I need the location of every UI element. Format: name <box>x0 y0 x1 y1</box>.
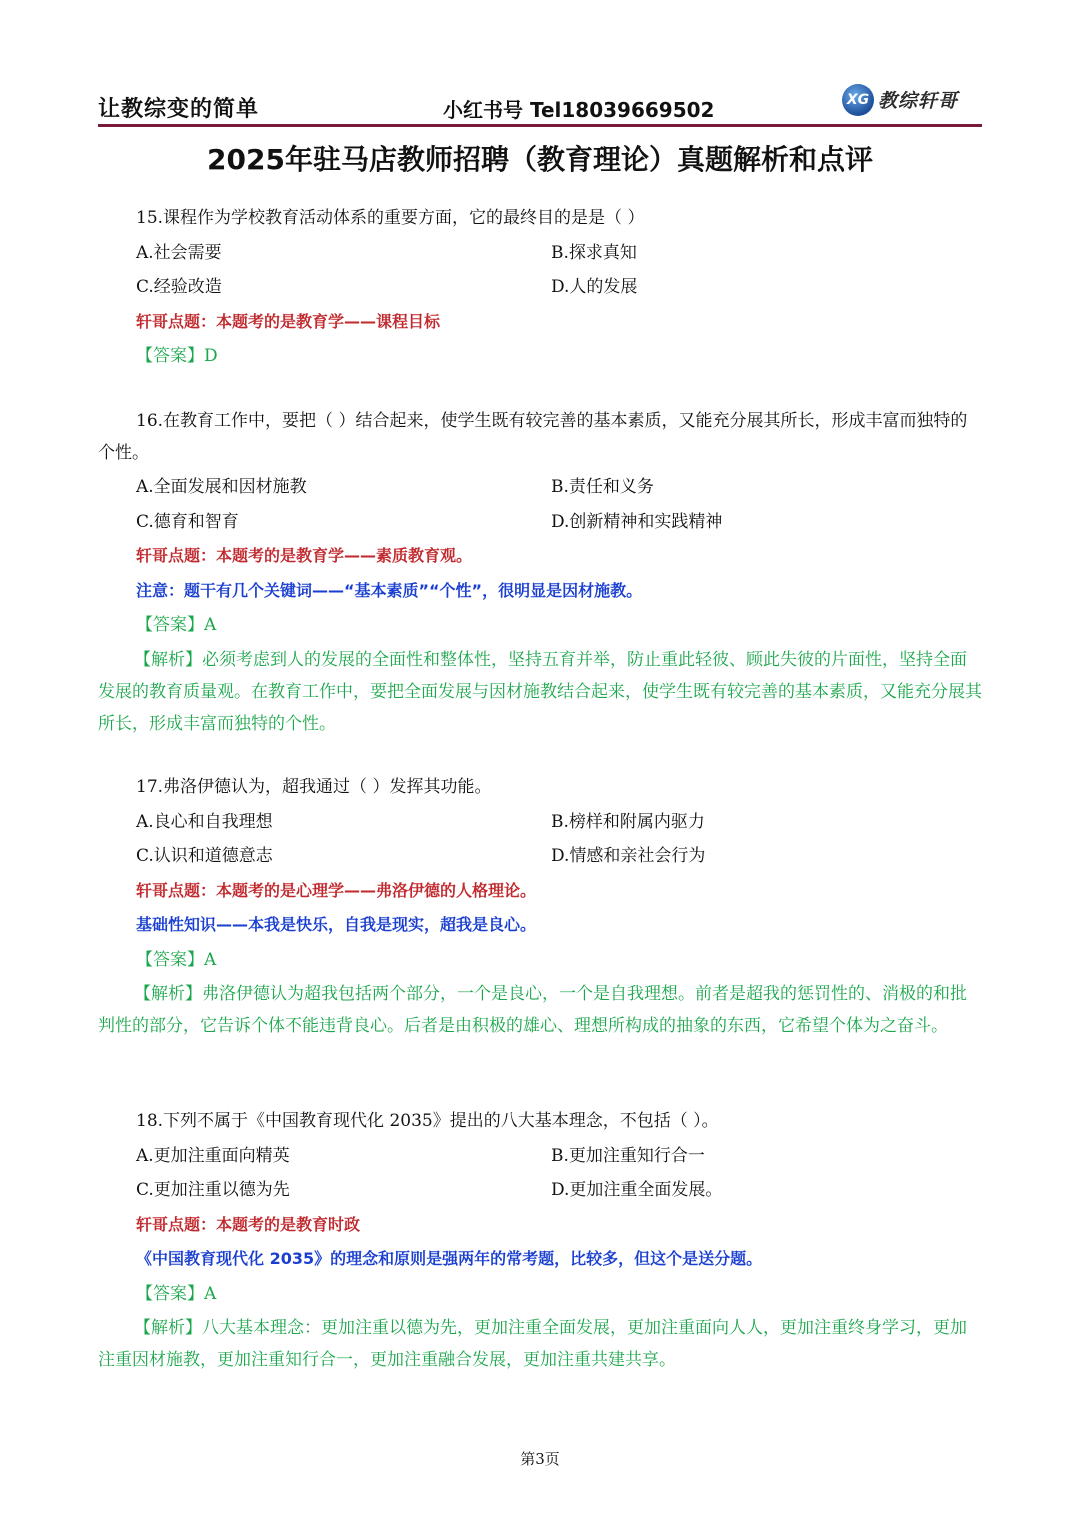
question-point: 轩哥点题：本题考的是教育时政 <box>136 1215 361 1234</box>
question-stem: 15.课程作为学校教育活动体系的重要方面，它的最终目的是是（ ） <box>136 208 645 228</box>
question-stem: 18.下列不属于《中国教育现代化 2035》提出的八大基本理念，不包括（ ）。 <box>136 1111 719 1131</box>
question-answer: 【答案】D <box>136 346 218 366</box>
question-answer: 【答案】A <box>136 615 217 635</box>
option-a: A.良心和自我理想 <box>136 812 273 832</box>
question-stem: 16.在教育工作中，要把（ ）结合起来，使学生既有较完善的基本素质，又能充分展其所长，形成丰富而独特的个性。 <box>98 411 968 463</box>
option-b: B.责任和义务 <box>551 477 654 497</box>
option-c: C.更加注重以德为先 <box>136 1180 290 1200</box>
question-point: 轩哥点题：本题考的是教育学——素质教育观。 <box>136 546 473 565</box>
question-note: 注意：题干有几个关键词——“基本素质”“个性”，很明显是因材施教。 <box>136 581 643 600</box>
question-note: 基础性知识——本我是快乐，自我是现实，超我是良心。 <box>136 915 537 934</box>
option-a: A.社会需要 <box>136 243 222 263</box>
logo-text: 教综轩哥 <box>878 90 959 112</box>
option-a: A.更加注重面向精英 <box>136 1146 290 1166</box>
option-d: D.创新精神和实践精神 <box>551 512 723 532</box>
option-b: B.更加注重知行合一 <box>551 1146 705 1166</box>
header-divider <box>98 124 982 127</box>
question-answer: 【答案】A <box>136 950 217 970</box>
page-header <box>98 84 982 126</box>
page-title: 2025年驻马店教师招聘（教育理论）真题解析和点评 <box>207 143 873 176</box>
option-d: D.更加注重全面发展。 <box>551 1180 723 1200</box>
option-d: D.情感和亲社会行为 <box>551 846 706 866</box>
option-c: C.认识和道德意志 <box>136 846 273 866</box>
question-explanation: 【解析】必须考虑到人的发展的全面性和整体性，坚持五育并举，防止重此轻彼、顾此失彼的片面性，坚持全面发展的教育质量观。在教育工作中，要把全面发展与因材施教结合起来，使学生既有较完善的基本素质，又能充分展其所长，形成丰富而独特的个性。 <box>98 650 982 734</box>
question-note: 《中国教育现代化 2035》的理念和原则是强两年的常考题，比较多，但这个是送分题。 <box>136 1249 763 1268</box>
page-number: 第3页 <box>520 1450 560 1468</box>
option-b: B.榜样和附属内驱力 <box>551 812 705 832</box>
option-c: C.经验改造 <box>136 277 222 297</box>
option-c: C.德育和智育 <box>136 512 239 532</box>
option-a: A.全面发展和因材施教 <box>136 477 307 497</box>
header-slogan: 让教综变的简单 <box>98 97 260 122</box>
option-d: D.人的发展 <box>551 277 638 297</box>
question-point: 轩哥点题：本题考的是教育学——课程目标 <box>136 312 441 331</box>
question-answer: 【答案】A <box>136 1284 217 1304</box>
brand-logo <box>842 84 974 118</box>
question-explanation: 【解析】八大基本理念：更加注重以德为先，更加注重全面发展，更加注重面向人人，更加注重终身学习，更加注重因材施教，更加注重知行合一，更加注重融合发展，更加注重共建共享。 <box>98 1318 967 1370</box>
logo-badge-icon: XG <box>842 84 874 116</box>
header-contact: 小红书号 Tel18039669502 <box>443 98 715 122</box>
option-b: B.探求真知 <box>551 243 637 263</box>
question-stem: 17.弗洛伊德认为，超我通过（ ）发挥其功能。 <box>136 777 492 797</box>
question-point: 轩哥点题：本题考的是心理学——弗洛伊德的人格理论。 <box>136 881 537 900</box>
question-explanation: 【解析】弗洛伊德认为超我包括两个部分，一个是良心，一个是自我理想。前者是超我的惩罚性的、消极的和批判性的部分，它告诉个体不能违背良心。后者是由积极的雄心、理想所构成的抽象的东西，它希望个体为之奋斗。 <box>98 984 967 1036</box>
